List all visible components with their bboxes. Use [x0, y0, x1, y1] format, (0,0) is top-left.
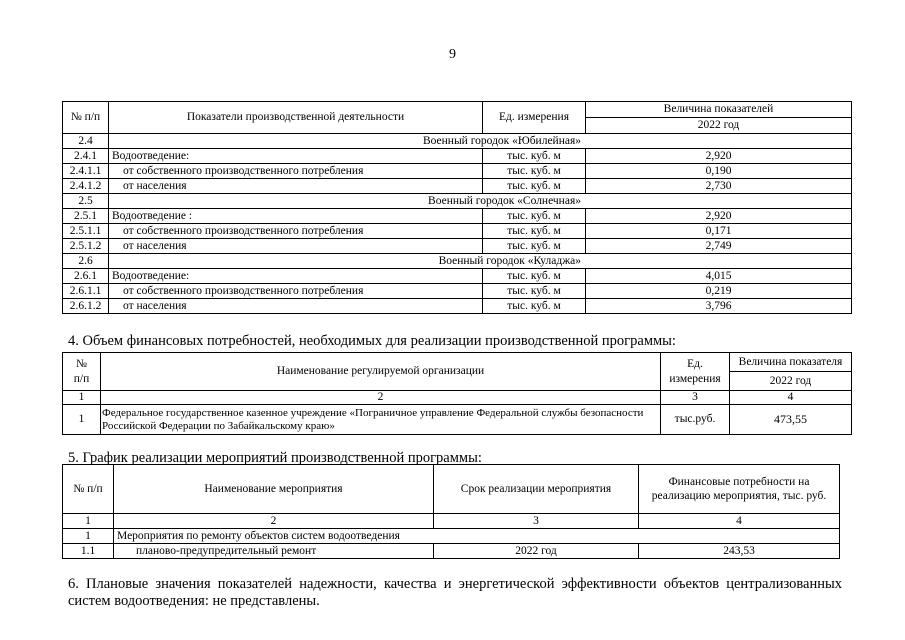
section-6-text: 6. Плановые значения показателей надежности, качества и энергетической эффективности объектов централизованных систем водоотведения: не представлены. [68, 576, 842, 609]
header-num-line1: № [76, 357, 87, 370]
row-value: 2,749 [586, 239, 852, 254]
indicator-name: от населения [109, 299, 483, 314]
row-unit: тыс. куб. м [483, 164, 586, 179]
row-num: 2.5.1.2 [63, 239, 109, 254]
col-number: 2 [101, 391, 661, 405]
row-value: 3,796 [586, 299, 852, 314]
table-row [63, 299, 852, 314]
header-unit: Ед. измерения [483, 102, 586, 134]
row-unit: тыс. куб. м [483, 209, 586, 224]
financial-needs-table [62, 352, 852, 435]
row-num: 2.5.1.1 [63, 224, 109, 239]
table-row [63, 164, 852, 179]
row-num: 2.4 [63, 134, 109, 149]
row-unit: тыс. куб. м [483, 179, 586, 194]
measure-name: планово-предупредительный ремонт [114, 544, 434, 559]
col-number: 1 [63, 391, 101, 405]
group-name: Военный городок «Куладжа» [109, 254, 852, 269]
row-unit: тыс. куб. м [483, 299, 586, 314]
org-name: Федеральное государственное казенное учреждение «Пограничное управление Федеральной службы безопасности Российской Федерации по Забайкальскому краю» [101, 405, 661, 435]
col-number: 4 [639, 514, 840, 529]
row-finance: 243,53 [639, 544, 840, 559]
col-number: 1 [63, 514, 114, 529]
row-num: 2.4.1.1 [63, 164, 109, 179]
col-number: 4 [730, 391, 852, 405]
row-unit: тыс.руб. [661, 405, 730, 435]
header-org: Наименование регулируемой организации [101, 353, 661, 391]
header-year: 2022 год [586, 118, 852, 134]
header-finance: Финансовые потребности на реализацию мероприятия, тыс. руб. [639, 465, 840, 514]
col-number: 2 [114, 514, 434, 529]
table-row [63, 284, 852, 299]
group-row [63, 254, 852, 269]
row-value: 0,219 [586, 284, 852, 299]
table-row [63, 209, 852, 224]
indicator-name: Водоотведение: [109, 269, 483, 284]
header-unit-line2: измерения [669, 372, 721, 385]
table-row [63, 179, 852, 194]
row-num: 2.6.1.2 [63, 299, 109, 314]
header-num: № п/п [63, 102, 109, 134]
header-measure: Наименование мероприятия [114, 465, 434, 514]
section-5-title: 5. График реализации мероприятий производственной программы: [68, 450, 482, 466]
header-term: Срок реализации мероприятия [434, 465, 639, 514]
header-value: Величина показателя [730, 353, 852, 372]
header-value: Величина показателей [586, 102, 852, 118]
table-row [63, 239, 852, 254]
row-num: 1 [63, 405, 101, 435]
row-value: 473,55 [730, 405, 852, 435]
header-num [63, 353, 101, 391]
row-unit: тыс. куб. м [483, 149, 586, 164]
indicator-name: Водоотведение : [109, 209, 483, 224]
group-name: Мероприятия по ремонту объектов систем водоотведения [114, 529, 840, 544]
indicator-name: от собственного производственного потребления [109, 164, 483, 179]
table-row [63, 224, 852, 239]
row-value: 0,171 [586, 224, 852, 239]
header-indicator: Показатели производственной деятельности [109, 102, 483, 134]
section-4-title: 4. Объем финансовых потребностей, необходимых для реализации производственной программы: [68, 333, 676, 349]
col-number: 3 [661, 391, 730, 405]
indicator-name: Водоотведение: [109, 149, 483, 164]
header-num: № п/п [63, 465, 114, 514]
row-num: 2.4.1.2 [63, 179, 109, 194]
row-num: 2.5 [63, 194, 109, 209]
indicator-name: от населения [109, 239, 483, 254]
header-unit [661, 353, 730, 391]
row-num: 1.1 [63, 544, 114, 559]
page-number: 9 [449, 47, 456, 62]
row-value: 2,920 [586, 149, 852, 164]
indicator-name: от собственного производственного потребления [109, 224, 483, 239]
row-value: 2,730 [586, 179, 852, 194]
row-num: 2.6.1 [63, 269, 109, 284]
row-value: 4,015 [586, 269, 852, 284]
row-unit: тыс. куб. м [483, 239, 586, 254]
schedule-table [62, 464, 840, 559]
group-row [63, 134, 852, 149]
table-row [63, 269, 852, 284]
group-name: Военный городок «Юбилейная» [109, 134, 852, 149]
row-num: 2.6.1.1 [63, 284, 109, 299]
indicator-name: от собственного производственного потребления [109, 284, 483, 299]
group-row [63, 194, 852, 209]
col-number: 3 [434, 514, 639, 529]
row-unit: тыс. куб. м [483, 224, 586, 239]
row-term: 2022 год [434, 544, 639, 559]
table-row [63, 149, 852, 164]
indicator-name: от населения [109, 179, 483, 194]
row-num: 2.6 [63, 254, 109, 269]
row-value: 2,920 [586, 209, 852, 224]
row-unit: тыс. куб. м [483, 284, 586, 299]
production-indicators-table [62, 101, 852, 314]
header-year: 2022 год [730, 372, 852, 391]
group-num: 1 [63, 529, 114, 544]
row-num: 2.5.1 [63, 209, 109, 224]
row-value: 0,190 [586, 164, 852, 179]
header-num-line2: п/п [73, 372, 90, 385]
group-name: Военный городок «Солнечная» [109, 194, 852, 209]
row-num: 2.4.1 [63, 149, 109, 164]
row-unit: тыс. куб. м [483, 269, 586, 284]
header-unit-line1: Ед. [687, 357, 703, 370]
